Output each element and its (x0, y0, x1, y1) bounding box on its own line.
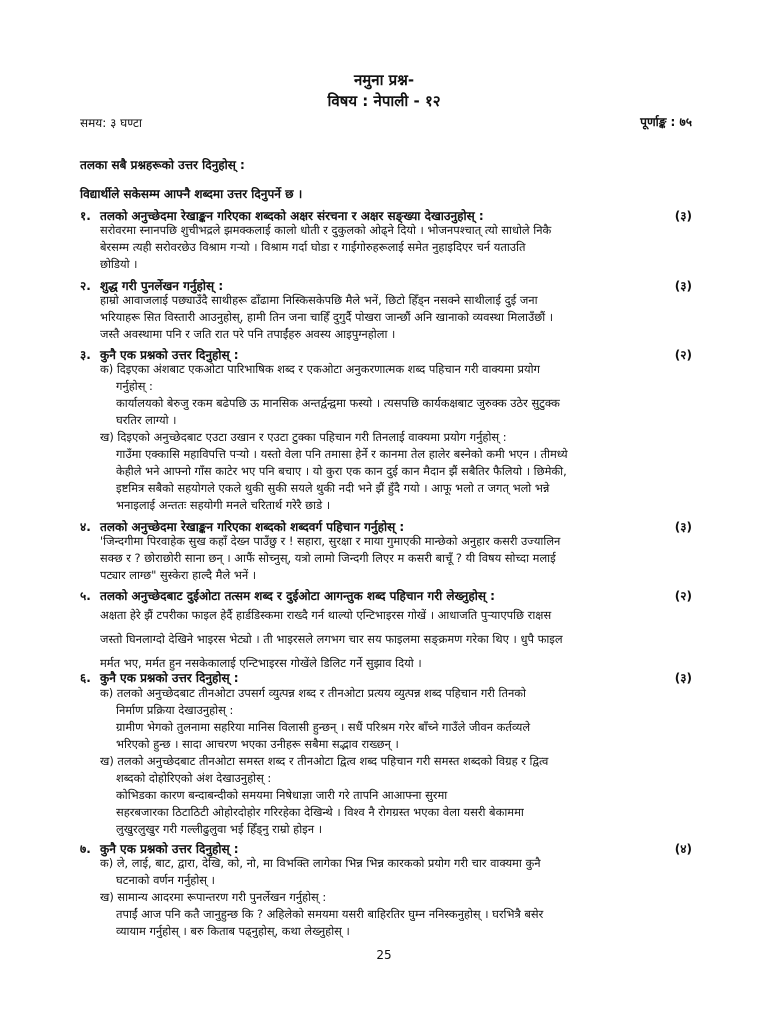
question-number: २. (80, 279, 91, 293)
body-line: शब्दको दोहोरिएको अंश देखाउनुहोस् : (116, 771, 272, 785)
body-line: छोडियो । (100, 257, 138, 271)
page-number: 25 (376, 948, 392, 962)
question-number: ६. (80, 671, 91, 685)
question-number: ३. (80, 348, 91, 362)
question-7-body (100, 855, 543, 940)
question-marks: (२) (674, 348, 692, 362)
body-line: क) दिइएका अंशबाट एकओटा पारिभाषिक शब्द र एकओटा अनुकरणात्मक शब्द पहिचान गरी वाक्यमा प्रयोग (100, 362, 540, 376)
question-marks: (३) (674, 209, 692, 223)
question-heading: शुद्ध गरी पुनर्लेखन गर्नुहोस् : (100, 279, 224, 293)
body-line: कोभिडका कारण बन्दाबन्दीको समयमा निषेधाज्ञा जारी गरे तापनि आआफ्ना सुरमा (116, 788, 448, 802)
body-line: भरियाहरू सित विस्तारी आउनुहोस्, हामी तिन जना चाहिँ दुगुर्दै पोखरा जान्छौं अनि खानाको व्यवस्था मिलाउँछौं । (100, 310, 554, 324)
body-line: तपाईं आज पनि कतै जानुहुन्छ कि ? अहिलेको समयमा यसरी बाहिरतिर घुम्न ननिस्कनुहोस् । घरभित्रै बसेर (116, 907, 544, 921)
body-line: गर्नुहोस् : (116, 379, 153, 393)
body-line: बेरसम्म त्यही सरोवरछेउ विश्राम गऱ्यो । विश्राम गर्दा घोडा र गाईगोरुहरूलाई समेत नुहाइदिएर चर्न यताउति (100, 240, 526, 254)
body-line: ख) दिइएको अनुच्छेदबाट एउटा उखान र एउटा टुक्का पहिचान गरी तिनलाई वाक्यमा प्रयोग गर्नुहोस् : (100, 430, 507, 444)
body-line: निर्माण प्रक्रिया देखाउनुहोस् : (116, 703, 234, 717)
body-line: लुखुरलुखुर गरी गल्लीढुलुवा भई हिँड्नु राम्रो होइन । (116, 822, 323, 836)
body-line: सरोवरमा स्नानपछि शुचीभद्रले झमक्कलाई कालो धोती र दुकुलको ओढ्ने दियो । भोजनपश्चात् त्यो साधोले निकै (100, 223, 552, 237)
question-5-body (100, 603, 563, 675)
body-line: भरिएको हुन्छ । सादा आचरण भएका उनीहरू सबैमा सद्भाव राख्छन् । (116, 737, 399, 751)
full-marks: पूर्णाङ्क : ७५ (640, 115, 692, 129)
body-line: ख) तलको अनुच्छेदबाट तीनओटा समस्त शब्द र तीनओटा द्वित्व शब्द पहिचान गरी समस्त शब्दको विग्रह र द्वित्व (100, 754, 549, 768)
question-2-body (100, 292, 553, 343)
question-heading: तलको अनुच्छेदबाट दुईओटा तत्सम शब्द र दुईओटा आगन्तुक शब्द पहिचान गरी लेख्नुहोस् : (100, 589, 495, 603)
body-line: घटनाको वर्णन गर्नुहोस् । (116, 873, 215, 887)
body-line: क) तलको अनुच्छेदबाट तीनओटा उपसर्ग व्युत्पन्न शब्द र तीनओटा प्रत्यय व्युत्पन्न शब्द पहिचान गरी तिनको (100, 686, 526, 700)
question-number: ५. (80, 589, 91, 603)
body-line: पट्यार लाग्छ" सुस्केरा हाल्दै मैले भनें । (100, 568, 257, 582)
question-1-body (100, 222, 551, 273)
question-3-body (100, 361, 568, 514)
question-6-body (100, 685, 548, 838)
body-line: ग्रामीण भेगको तुलनामा सहरिया मानिस विलासी हुन्छन् । सधैं परिश्रम गरेर बाँच्ने गाउँले जीवन कर्तव्यले (116, 720, 531, 734)
body-line: इष्टमित्र सबैको सहयोगले एकले थुकी सुकी सयले थुकी नदी भने झैं हुँदै गयो । आफू भलो त जगत् भलो भन्ने (116, 481, 550, 495)
subject-title: विषय : नेपाली - १२ (327, 92, 441, 110)
body-line: घरतिर लाग्यो । (116, 413, 177, 427)
body-line: अक्षता हेरे झैं टपरीका फाइल हेर्दै हार्डडिस्कमा राख्दै गर्न थाल्यो एन्टिभाइरस गोखें । आधाजति पुऱ्याएपछि राक्षस (100, 608, 552, 622)
body-line: व्यायाम गर्नुहोस् । बरु किताब पढ्नुहोस्, कथा लेख्नुहोस् । (116, 924, 350, 938)
question-number: १. (80, 209, 91, 223)
question-marks: (३) (674, 671, 692, 685)
body-line: ख) सामान्य आदरमा रूपान्तरण गरी पुनर्लेखन गर्नुहोस् : (100, 890, 327, 904)
body-line: सहरबजारका ठिटाठिटी ओहोरदोहोर गरिरहेका देखिन्थे । विश्व नै रोगग्रस्त भएका वेला यसरी बेकाममा (116, 805, 524, 819)
body-line: जस्तै अवस्थामा पनि र जति रात परे पनि तपाईंहरु अवस्य आइपुग्नहोला । (100, 327, 396, 341)
question-heading: तलको अनुच्छेदमा रेखाङ्कन गरिएका शब्दको शब्दवर्ग पहिचान गर्नुहोस् : (100, 520, 405, 534)
question-marks: (२) (674, 589, 692, 603)
body-line: केहीले भने आफ्नो गाँस काटेर भए पनि बचाए । यो कुरा एक कान दुई कान मैदान झैं सबैतिर फैलियो । छिमेकी, (116, 464, 567, 478)
body-line: मर्मत भए, मर्मत हुन नसकेकालाई एन्टिभाइरस गोखेंले डिलिट गर्ने सुझाव दियो । (100, 656, 422, 670)
question-heading: कुनै एक प्रश्नको उत्तर दिनुहोस् : (100, 671, 239, 685)
body-line: क) ले, लाई, बाट, द्वारा, देखि, को, नो, मा विभक्ति लागेका भिन्न भिन्न कारकको प्रयोग गरी चार वाक्यमा कुनै (100, 856, 541, 870)
question-marks: (३) (674, 520, 692, 534)
instruction-own-words: विद्यार्थीले सकेसम्म आफ्नै शब्दमा उत्तर दिनुपर्ने छ । (80, 187, 303, 201)
question-4-body (100, 533, 560, 584)
question-heading: कुनै एक प्रश्नको उत्तर दिनुहोस् : (100, 348, 239, 362)
body-line: गाउँमा एक्कासि महाविपत्ति पऱ्यो । यस्तो वेला पनि तमासा हेर्ने र कानमा तेल हालेर बस्नेको कमी भएन । तीमध्ये (116, 447, 568, 461)
question-heading: कुनै एक प्रश्नको उत्तर दिनुहोस् : (100, 842, 239, 856)
question-heading: तलको अनुच्छेदमा रेखाङ्कन गरिएका शब्दको अक्षर संरचना र अक्षर सङ्ख्या देखाउनुहोस् : (100, 209, 484, 223)
page-title: नमुना प्रश्न- (353, 71, 415, 89)
question-marks: (४) (674, 842, 692, 856)
body-line: सक्छ र ? छोराछोरी साना छन् । आफैं सोच्नुस्, यत्रो लामो जिन्दगी लिएर म कसरी बाचूँ ? यी विषय सोच्दा मलाई (100, 551, 556, 565)
question-number: ४. (80, 520, 91, 534)
instruction-main: तलका सबै प्रश्नहरूको उत्तर दिनुहोस् : (80, 158, 245, 172)
question-number: ७. (80, 842, 91, 856)
body-line: कार्यालयको बेरुजु रकम बढेपछि ऊ मानसिक अन्तर्द्वन्द्वमा फस्यो । त्यसपछि कार्यकक्षबाट जुरुक्क उठेर सुटुक्क (116, 396, 560, 410)
exam-time: समय: ३ घण्टा (80, 116, 142, 130)
body-line: 'जिन्दगीमा पिरवाहेक सुख कहाँ देख्न पाउँछु र ! सहारा, सुरक्षा र माया गुमाएकी मान्छेको अनुहार कसरी उज्यालिन (100, 534, 561, 548)
question-marks: (३) (674, 279, 692, 293)
body-line: हाम्रो आवाजलाई पछ्याउँदै साथीहरू ढाँढामा निस्किसकेपछि मैले भनें, छिटो हिँड्न नसक्ने साथीलाई दुई जना (100, 293, 538, 307)
body-line: भनाइलाई अन्ततः सहयोगी मनले चरितार्थ गरेरै छाडे । (116, 498, 331, 512)
body-line: जस्तो घिनलाग्दो देखिने भाइरस भेट्यो । ती भाइरसले लगभग चार सय फाइलमा सङ्क्रमण गरेका थिए । धुपै फाइल (100, 632, 563, 646)
